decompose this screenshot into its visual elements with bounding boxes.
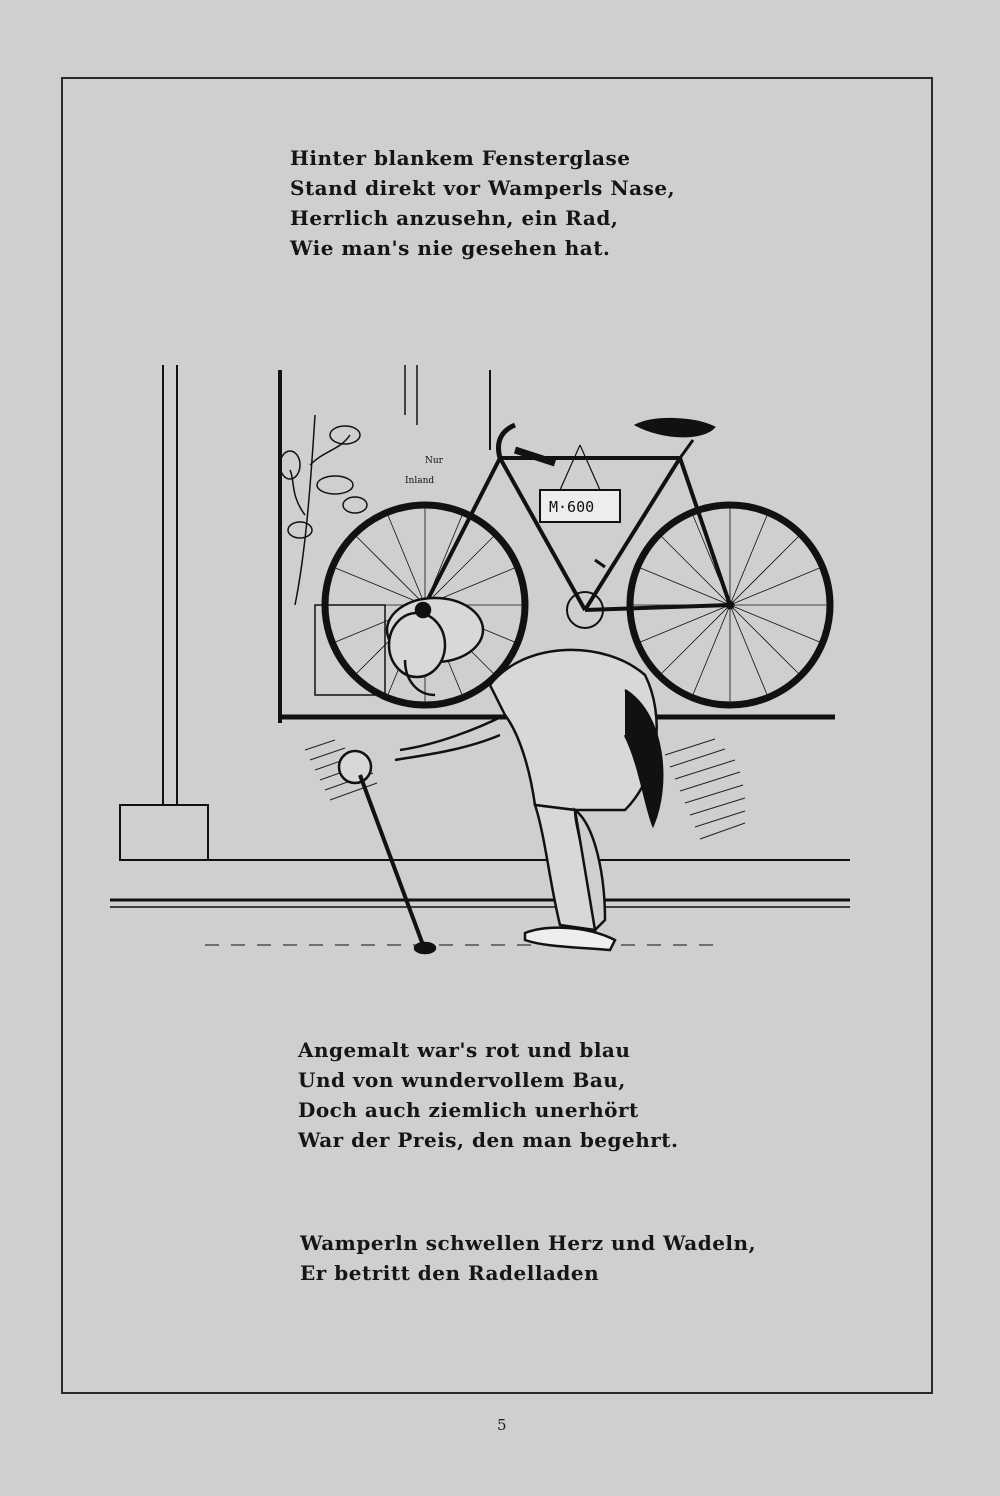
sign-text-line2: Inland	[405, 476, 435, 486]
window-plant	[280, 415, 385, 695]
verse-line: Und von wundervollem Bau,	[298, 1068, 626, 1092]
verse-line: Wie man's nie gesehen hat.	[290, 236, 611, 260]
shop-wall	[120, 365, 208, 860]
stanza-1	[290, 143, 675, 263]
verse-line: Er betritt den Radelladen	[300, 1261, 600, 1285]
verse-line: Angemalt war's rot und blau	[298, 1038, 631, 1062]
page-number: 5	[497, 1416, 507, 1434]
sign-text-line1: Nur	[425, 456, 443, 466]
verse-line: Wamperln schwellen Herz und Wadeln,	[300, 1231, 757, 1255]
shop-sign	[405, 456, 444, 486]
bicycle-shop-illustration	[105, 355, 850, 970]
sidewalk	[110, 860, 850, 945]
verse-line: Herrlich anzusehn, ein Rad,	[290, 206, 619, 230]
verse-line: Doch auch ziemlich unerhört	[298, 1098, 639, 1122]
stanza-2	[298, 1035, 679, 1155]
verse-line: Hinter blankem Fensterglase	[290, 146, 631, 170]
price-tag-text: M·600	[549, 498, 595, 516]
stanza-3	[300, 1228, 756, 1288]
verse-line: War der Preis, den man begehrt.	[298, 1128, 679, 1152]
verse-line: Stand direkt vor Wamperls Nase,	[290, 176, 676, 200]
